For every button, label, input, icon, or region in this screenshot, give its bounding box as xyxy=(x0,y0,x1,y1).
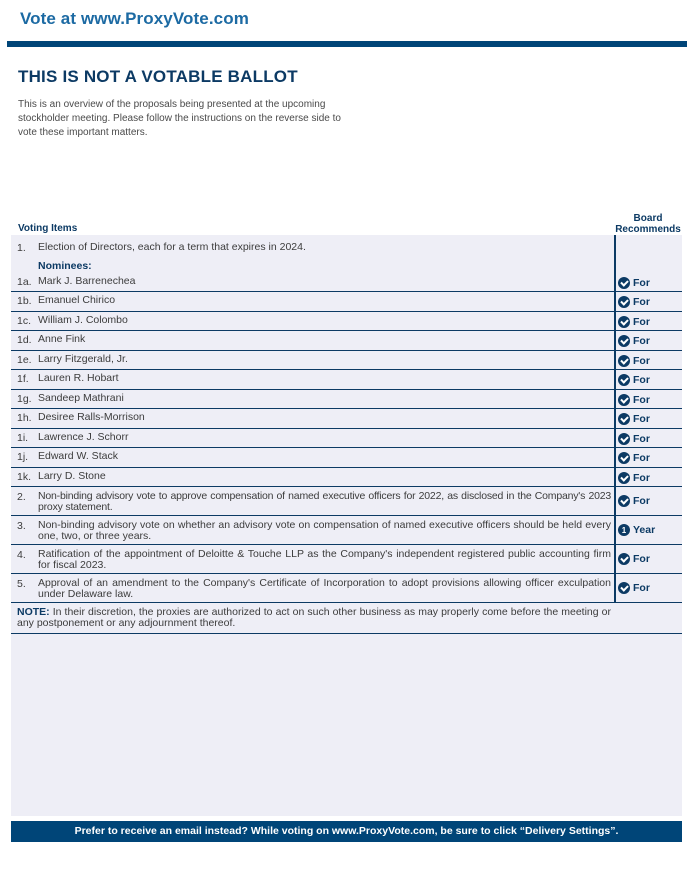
nominee-row xyxy=(11,370,682,390)
nominee-name: Mark J. Barrenechea xyxy=(38,275,136,287)
nominee-name: Emanuel Chirico xyxy=(38,294,116,306)
recommendation xyxy=(618,355,650,367)
proxyvote-header: Vote at www.ProxyVote.com xyxy=(20,9,249,28)
proposal-text: Ratification of the appointment of Deloitte & Touche LLP as the Company's independent registered public accounting firm for fiscal 2023. xyxy=(38,548,611,571)
recommendation xyxy=(618,335,650,347)
note-row xyxy=(11,603,682,634)
recommendation xyxy=(618,374,650,386)
nominees-label: Nominees: xyxy=(38,260,92,272)
note-label: NOTE: xyxy=(17,606,50,618)
recommendation-label: For xyxy=(633,277,650,289)
delivery-settings-banner: Prefer to receive an email instead? While voting on www.ProxyVote.com, be sure to click “Delivery Settings”. xyxy=(11,821,682,842)
board-recommends-header: Board Recommends xyxy=(615,213,681,235)
item-number: 2. xyxy=(17,491,26,503)
nominee-row xyxy=(11,448,682,468)
nominee-name: Anne Fink xyxy=(38,333,86,345)
recommendation xyxy=(618,524,655,536)
recommendation-label: For xyxy=(633,393,650,406)
check-circle-icon xyxy=(618,495,630,507)
nominee-name: Lawrence J. Schorr xyxy=(38,430,129,443)
item-number: 5. xyxy=(17,578,26,590)
recommendation xyxy=(618,472,650,484)
recommendation xyxy=(618,394,650,406)
item-number: 1. xyxy=(17,242,26,254)
recommendation-label: For xyxy=(633,582,650,594)
nominee-row xyxy=(11,429,682,449)
recommendation xyxy=(618,452,650,464)
nominee-name: Desiree Ralls-Morrison xyxy=(38,411,145,423)
note-body: In their discretion, the proxies are authorized to act on such other business as may properly come before the meeting or any postponement or any adjournment thereof. xyxy=(17,606,611,629)
one-circle-icon: 1 xyxy=(618,524,630,536)
item-number: 1a. xyxy=(17,276,32,288)
item-number: 1h. xyxy=(17,412,32,424)
recommendation-label: Year xyxy=(633,524,656,536)
voting-items-header: Voting Items xyxy=(18,223,78,234)
recommendation-label: For xyxy=(633,296,650,308)
item-number: 4. xyxy=(17,549,26,561)
check-circle-icon xyxy=(618,374,630,386)
recommendation-label: For xyxy=(633,452,650,464)
recommendation xyxy=(618,553,650,565)
recommendation xyxy=(618,433,650,445)
proposal-text: Non-binding advisory vote to approve compensation of named executive officers for 2022, as disclosed in the Company's 2023 proxy statement. xyxy=(38,490,611,513)
nominee-name: William J. Colombo xyxy=(38,313,128,326)
note-text xyxy=(17,607,611,629)
check-circle-icon xyxy=(618,277,630,289)
nominee-row xyxy=(11,312,682,332)
proposal-row xyxy=(11,574,682,603)
recommendation xyxy=(618,316,650,328)
item-number: 3. xyxy=(17,520,26,532)
item-number: 1d. xyxy=(17,334,32,346)
nominee-name: Larry Fitzgerald, Jr. xyxy=(38,352,128,365)
item-number: 1f. xyxy=(17,373,29,385)
nominee-row xyxy=(11,273,682,292)
check-circle-icon xyxy=(618,335,630,347)
check-circle-icon xyxy=(618,553,630,565)
check-circle-icon xyxy=(618,433,630,445)
recommendation-label: For xyxy=(633,335,650,347)
intro-text: This is an overview of the proposals being presented at the upcoming stockholder meeting. Please follow the instructions on the reverse side to vote these important matters. xyxy=(18,99,341,138)
proposal-row xyxy=(11,516,682,545)
item-number: 1i. xyxy=(17,431,29,444)
proposal-row xyxy=(11,487,682,516)
check-circle-icon xyxy=(618,472,630,484)
nominee-name: Sandeep Mathrani xyxy=(38,391,124,404)
recommendation-label: For xyxy=(633,374,650,386)
recommendation-label: For xyxy=(633,315,650,328)
check-circle-icon xyxy=(618,355,630,367)
recommendation xyxy=(618,495,650,507)
recommendation xyxy=(618,277,650,289)
check-circle-icon xyxy=(618,394,630,406)
voting-items-table xyxy=(11,235,682,816)
nominee-name: Larry D. Stone xyxy=(38,469,106,482)
nominee-name: Edward W. Stack xyxy=(38,450,118,462)
recommendation xyxy=(618,582,650,594)
check-circle-icon xyxy=(618,296,630,308)
item-number: 1k. xyxy=(17,470,32,483)
nominee-row xyxy=(11,409,682,429)
nominee-row xyxy=(11,351,682,371)
proposal-text: Non-binding advisory vote on whether an advisory vote on compensation of named executive officers should be held every one, two, or three years. xyxy=(38,519,611,542)
item-text: Election of Directors, each for a term that expires in 2024. xyxy=(38,241,306,253)
page-title: THIS IS NOT A VOTABLE BALLOT xyxy=(18,67,298,86)
check-circle-icon xyxy=(618,582,630,594)
item-number: 1g. xyxy=(17,392,32,405)
nominee-row xyxy=(11,390,682,410)
nominee-row xyxy=(11,331,682,351)
item-number: 1j. xyxy=(17,451,29,463)
check-circle-icon xyxy=(618,316,630,328)
proposal-row xyxy=(11,545,682,574)
nominee-row xyxy=(11,292,682,312)
recommendation-label: For xyxy=(633,413,650,425)
recommendation-label: For xyxy=(633,495,650,507)
recommendation-label: For xyxy=(633,432,650,445)
item-number: 1e. xyxy=(17,353,32,366)
item-number: 1b. xyxy=(17,295,32,307)
recommendation-label: For xyxy=(633,471,650,484)
recommendation xyxy=(618,413,650,425)
nominee-row xyxy=(11,468,682,488)
recommendation-label: For xyxy=(633,354,650,367)
proposal-text: Approval of an amendment to the Company's Certificate of Incorporation to adopt provisions allowing officer exculpation under Delaware law. xyxy=(38,577,611,600)
item-number: 1c. xyxy=(17,314,32,327)
check-circle-icon xyxy=(618,452,630,464)
nominee-name: Lauren R. Hobart xyxy=(38,372,119,384)
recommendation-label: For xyxy=(633,553,650,565)
header-divider-bar xyxy=(7,41,687,47)
recommendation xyxy=(618,296,650,308)
check-circle-icon xyxy=(618,413,630,425)
